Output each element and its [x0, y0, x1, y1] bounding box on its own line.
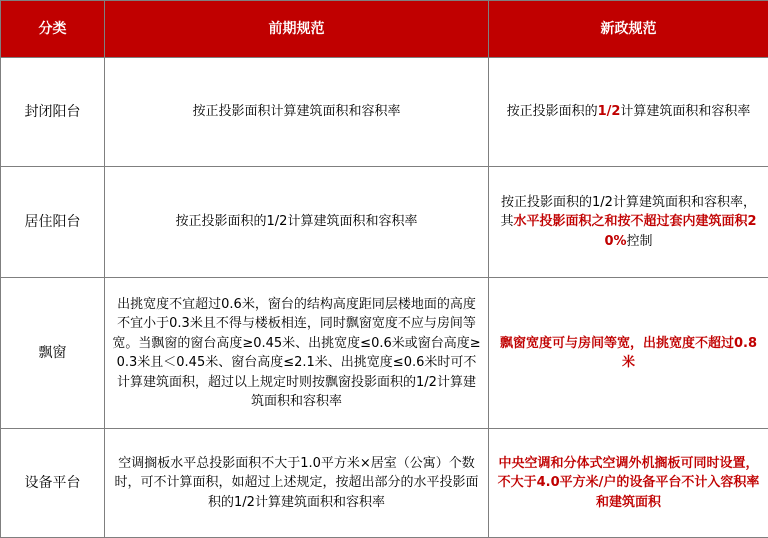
- new-rule-cell: [489, 167, 768, 278]
- new-rule-cell: 中央空调和分体式空调外机搁板可同时设置，不大于4.0平方米/户的设备平台不计入容积率和建筑面积: [489, 429, 768, 538]
- new-rule-cell: 飘窗宽度可与房间等宽，出挑宽度不超过0.8米: [489, 278, 768, 429]
- previous-rule-cell: 按正投影面积计算建筑面积和容积率: [105, 58, 489, 167]
- table-row: [1, 58, 768, 167]
- table-row: [1, 167, 768, 278]
- new-rule-text: 计算建筑面积和容积率: [620, 104, 750, 119]
- row-category: 设备平台: [1, 429, 105, 538]
- row-category: 居住阳台: [1, 167, 105, 278]
- new-rule-cell: [489, 58, 768, 167]
- previous-rule-cell: 出挑宽度不宜超过0.6米，窗台的结构高度距同层楼地面的高度不宜小于0.3米且不得与楼板相连，同时飘窗宽度不应与房间等宽。当飘窗的窗台高度≥0.45米、出挑宽度≤0.6米或窗台高度≥0.3米且＜0.45米、窗台高度≤2.1米、出挑宽度≤0.6米时可不计算建筑面积，超过以上规定时则按飘窗投影面积的1/2计算建筑面积和容积率: [105, 278, 489, 429]
- header-category: 分类: [1, 1, 105, 58]
- previous-rule-cell: 空调搁板水平总投影面积不大于1.0平方米×居室（公寓）个数时，可不计算面积，如超过上述规定，按超出部分的水平投影面积的1/2计算建筑面积和容积率: [105, 429, 489, 538]
- new-rule-text: 控制: [627, 234, 653, 249]
- new-rule-highlight: 水平投影面积之和按不超过套内建筑面积20%: [513, 214, 756, 249]
- header-previous-rules: 前期规范: [105, 1, 489, 58]
- table-header-row: [1, 1, 768, 58]
- new-rule-highlight: 1/2: [598, 104, 621, 119]
- new-rule-text: 按正投影面积的: [507, 104, 598, 119]
- previous-rule-cell: 按正投影面积的1/2计算建筑面积和容积率: [105, 167, 489, 278]
- new-rule-text: 按正投影面积的1/2计算建筑面积和容积率，其: [500, 195, 756, 230]
- header-new-rules: 新政规范: [489, 1, 768, 58]
- row-category: 封闭阳台: [1, 58, 105, 167]
- table-row: [1, 278, 768, 429]
- table-row: [1, 429, 768, 538]
- row-category: 飘窗: [1, 278, 105, 429]
